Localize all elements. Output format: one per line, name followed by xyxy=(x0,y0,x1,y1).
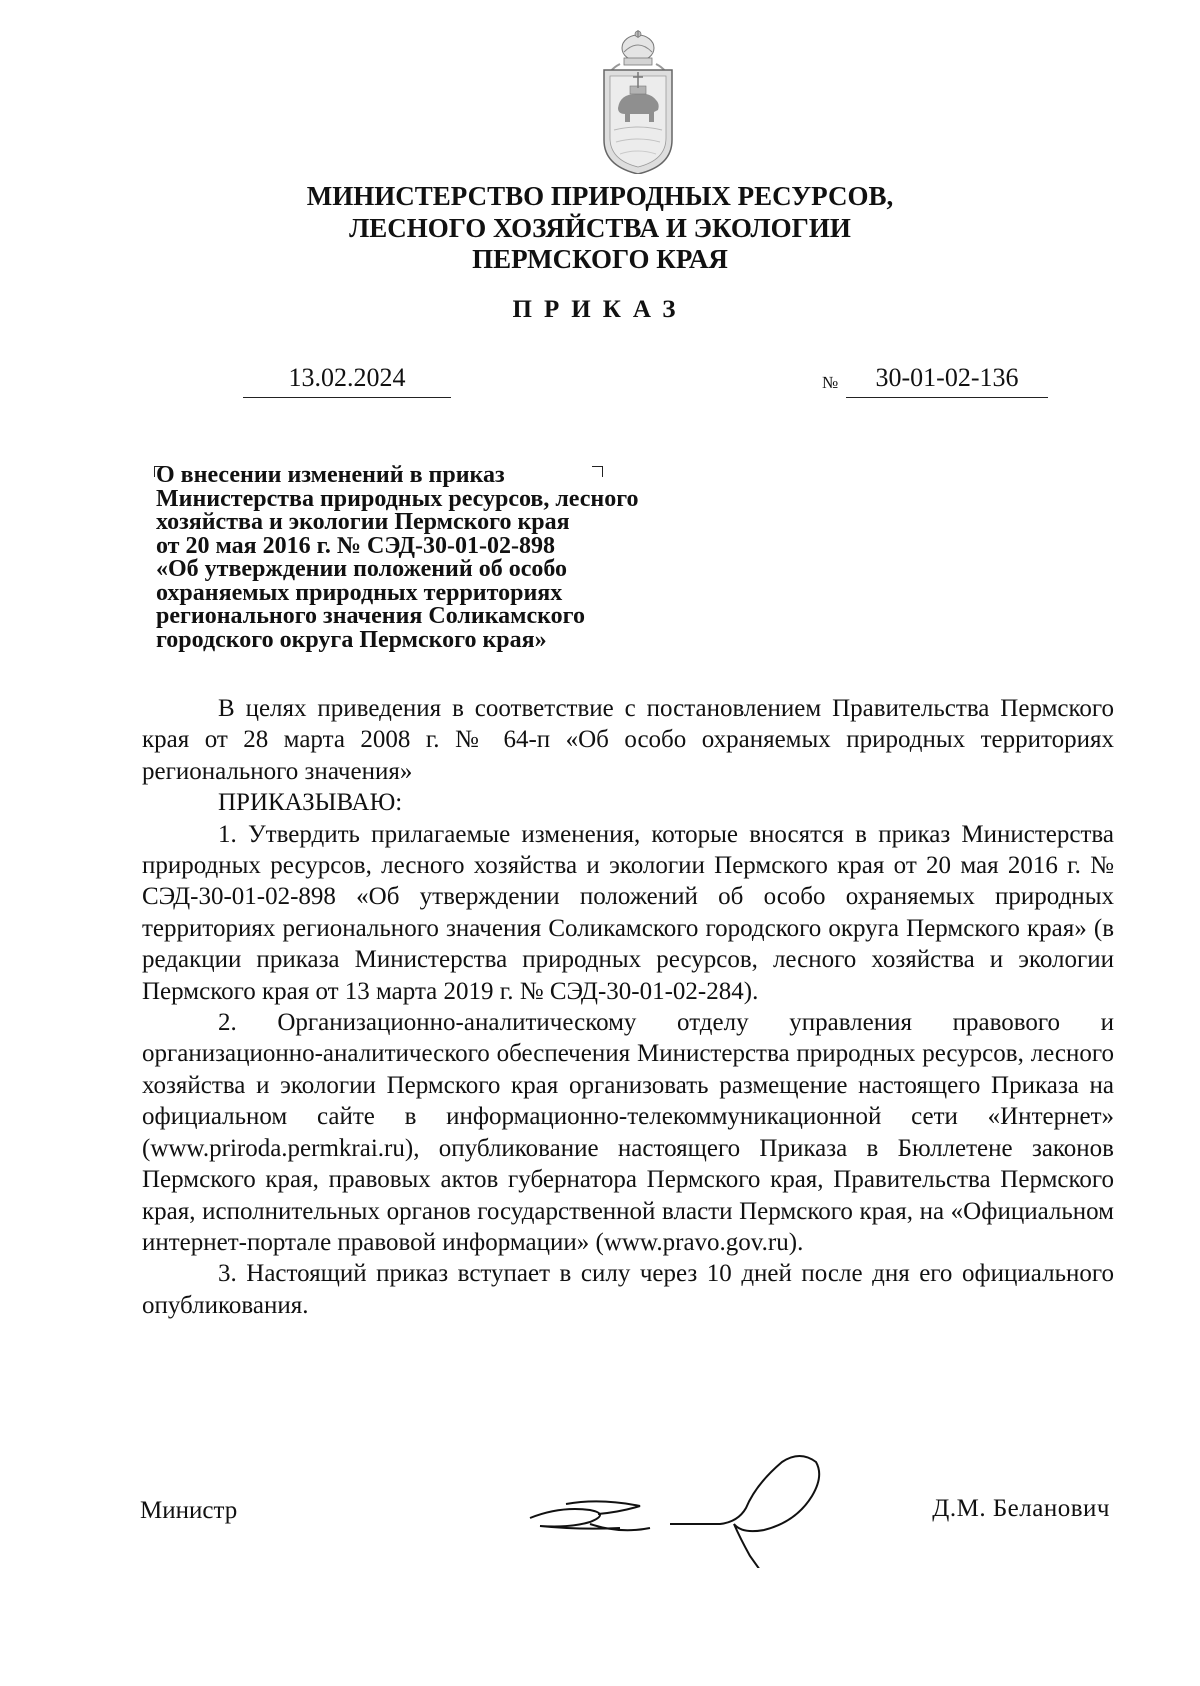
order-subject xyxy=(156,464,756,652)
subject-line: городского округа Пермского края» xyxy=(156,626,547,653)
handwritten-signature xyxy=(520,1448,880,1568)
order-body xyxy=(142,693,1114,1321)
subject-line: Министерства природных ресурсов, лесного xyxy=(156,485,639,512)
order-item-3: 3. Настоящий приказ вступает в силу через 10 дней после дня его официального опубликования. xyxy=(142,1260,1114,1319)
ministry-name-line-3: ПЕРМСКОГО КРАЯ xyxy=(472,244,728,274)
ministry-name-line-2: ЛЕСНОГО ХОЗЯЙСТВА И ЭКОЛОГИИ xyxy=(349,213,851,243)
document-type-title: ПРИКАЗ xyxy=(512,296,688,323)
subject-line: регионального значения Соликамского xyxy=(156,603,585,629)
ministry-name-line-1: МИНИСТЕРСТВО ПРИРОДНЫХ РЕСУРСОВ, xyxy=(306,181,894,211)
order-number: 30-01-02-136 xyxy=(846,361,1048,398)
subject-line: от 20 мая 2016 г. № СЭД-30-01-02-898 xyxy=(156,532,556,559)
signatory-name: Д.М. Беланович xyxy=(932,1495,1110,1522)
order-item-2: 2. Организационно-аналитическому отделу управления правового и организационно-аналитического обеспечения Министерства природных ресурсов, лесного хозяйства и экологии Пермского края организовать размещение настоящего Приказа на официальном сайте в информационно-телекоммуникационной сети «Интернет» (www.priroda.permkrai.ru), опубликование настоящего Приказа в Бюллетене законов Пермского края, правовых актов губернатора Пермского края, Правительства Пермского края, исполнительных органов государственной власти Пермского края, на «Официальном интернет-портале правовой информации» (www.pravo.gov.ru). xyxy=(142,1009,1114,1256)
subject-line: хозяйства и экологии Пермского края xyxy=(156,509,570,535)
signatory-title: Министр xyxy=(140,1497,238,1524)
subject-line: О внесении изменений в приказ xyxy=(156,462,505,488)
number-sign: № xyxy=(822,373,839,392)
directive-word: ПРИКАЗЫВАЮ: xyxy=(218,789,403,817)
order-date: 13.02.2024 xyxy=(243,361,451,398)
coat-of-arms-icon xyxy=(596,30,680,174)
preamble-paragraph: В целях приведения в соответствие с постановлением Правительства Пермского края от 28 марта 2008 г. № 64-п «Об особо охраняемых природных территориях регионального значения» xyxy=(142,695,1114,785)
subject-line: охраняемых природных территориях xyxy=(156,579,563,606)
subject-line: «Об утверждении положений об особо xyxy=(156,556,568,582)
order-item-1: 1. Утвердить прилагаемые изменения, которые вносятся в приказ Министерства природных ресурсов, лесного хозяйства и экологии Пермского края от 20 мая 2016 г. № СЭД-30-01-02-898 «Об утверждении положений об особо охраняемых природных территориях регионального значения Соликамского городского округа Пермского края» (в редакции приказа Министерства природных ресурсов, лесного хозяйства и экологии Пермского края от 13 марта 2019 г. № СЭД-30-01-02-284). xyxy=(142,820,1114,1005)
